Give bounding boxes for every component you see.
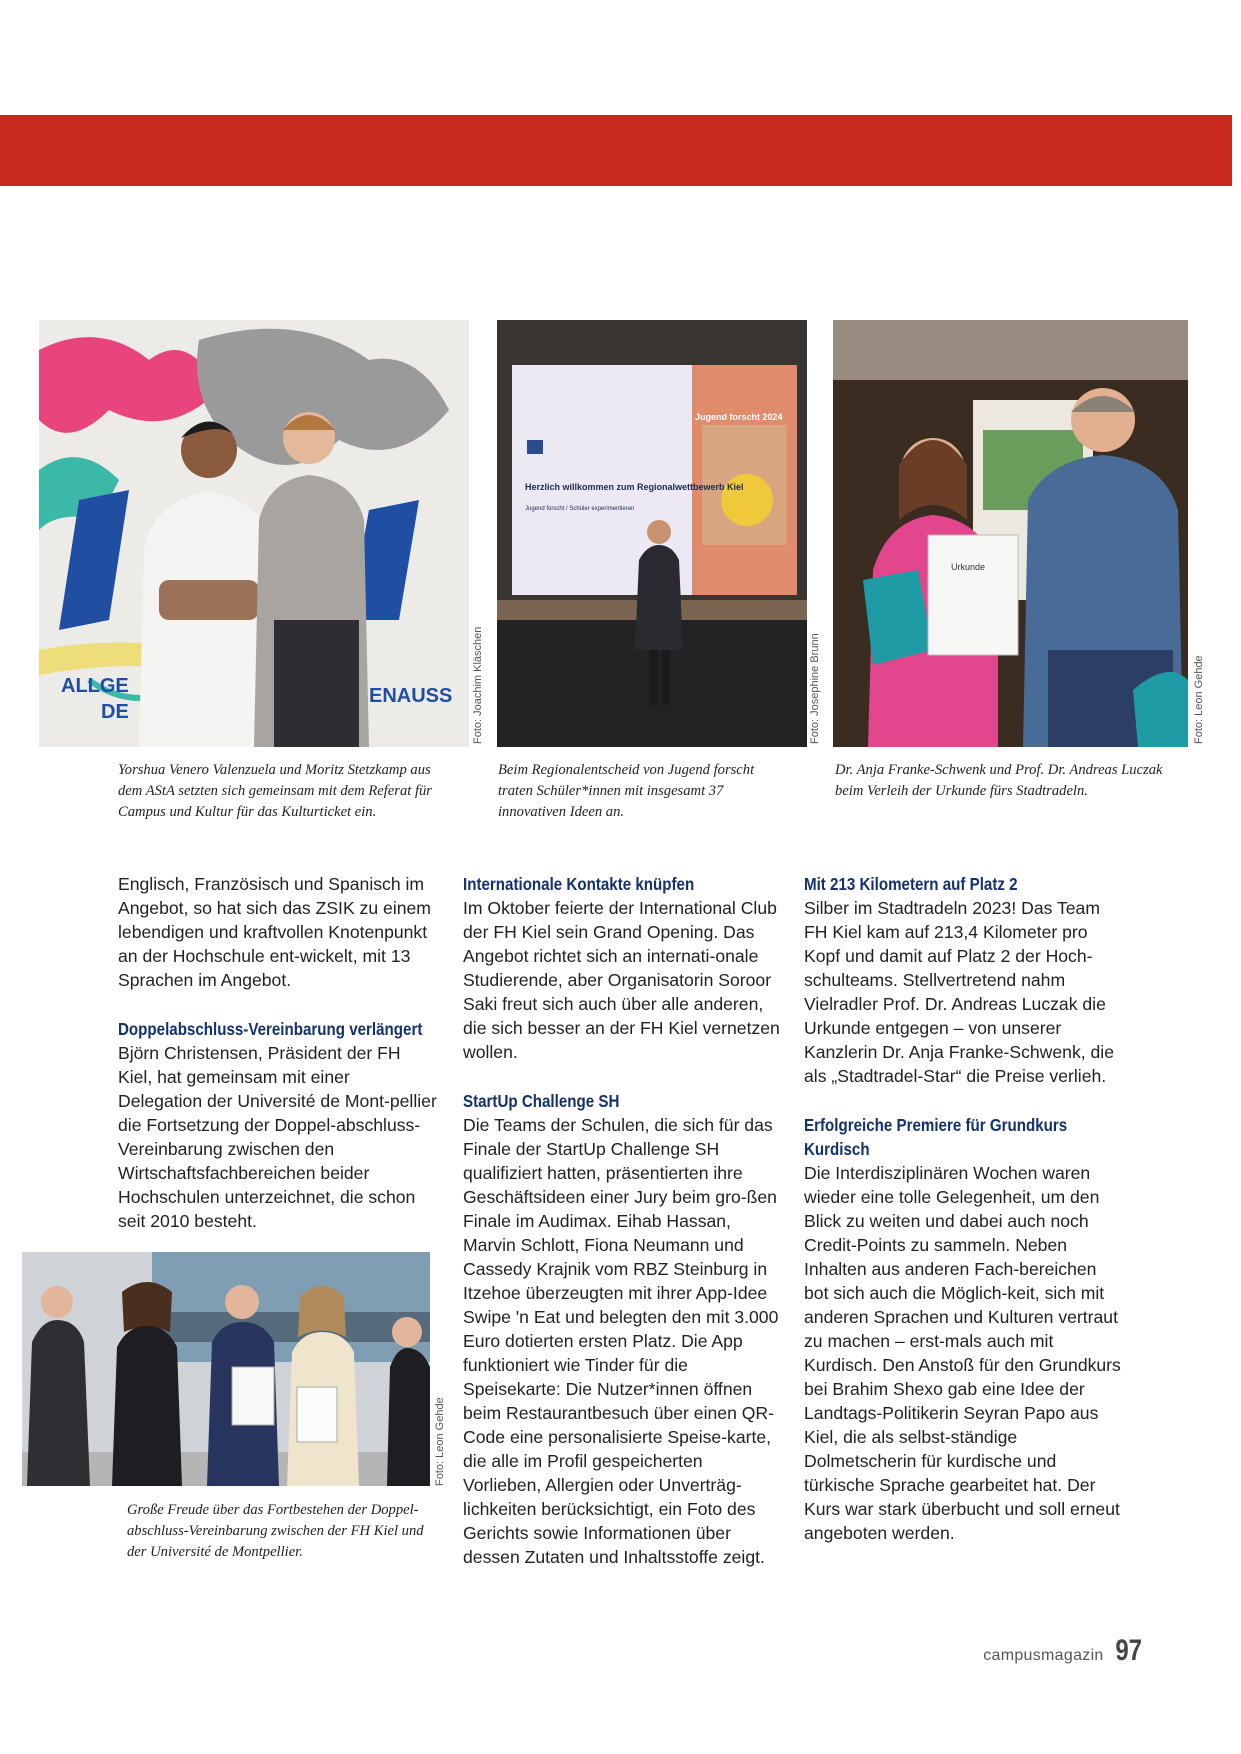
paragraph-stadtradeln: Silber im Stadtradeln 2023! Das Team FH Kiel kam auf 213,4 Kilometer pro Kopf und damit auf Platz 2 der Hoch-schulteams. Stellvertretend nahm Vielradler Prof. Dr. Andreas Luczak die Urkunde entgegen – von unserer Kanzlerin Dr. Anja Franke-Schwenk, die als „Stadtradel-Star“ die Preise verlieh. bbox=[804, 898, 1114, 1086]
page-number: 97 bbox=[1114, 1634, 1142, 1667]
magazine-name: campusmagazin bbox=[983, 1647, 1104, 1664]
photo-group bbox=[22, 1252, 430, 1486]
photo-stadtradeln bbox=[833, 320, 1188, 747]
wall-text-1: ALLGE bbox=[61, 675, 129, 697]
photo-jugend-forscht bbox=[497, 320, 807, 747]
heading-startup: StartUp Challenge SH bbox=[463, 1091, 620, 1111]
column-3 bbox=[804, 872, 1124, 1545]
photo-credit-jugend: Foto: Josephine Brunn bbox=[809, 633, 821, 744]
caption-group: Große Freude über das Fortbestehen der Doppel-abschluss-Vereinbarung zwischen der FH Kiel und der Université de Montpellier. bbox=[127, 1502, 424, 1560]
slide-title: Herzlich willkommen zum Regionalwettbewerb Kiel bbox=[525, 482, 744, 492]
photo-credit-group: Foto: Leon Gehde bbox=[434, 1397, 446, 1486]
caption-asta: Yorshua Venero Valenzuela und Moritz Stetzkamp aus dem AStA setzten sich gemeinsam mit dem Referat für Campus und Kultur für das Kulturticket ein. bbox=[118, 762, 432, 820]
paragraph-startup: Die Teams der Schulen, die sich für das Finale der StartUp Challenge SH qualifiziert hatten, präsentierten ihre Geschäftsideen einer Jury beim gro-ßen Finale im Audimax. Eihab Hassan, Marvin Schlott, Fiona Neumann und Cassedy Krajnik vom RBZ Steinburg in Itzehoe überzeugten mit ihrer App-Idee Swipe 'n Eat und belegten den mit 3.000 Euro dotierten ersten Platz. Die App funktioniert wie Tinder für die Speisekarte: Die Nutzer*innen öffnen beim Restaurantbesuch über einen QR-Code eine personalisierte Speise-karte, die alle im Profil gespeicherten Vorlieben, Allergien oder Unverträg-lichkeiten berücksichtigt, ein Foto des Gerichts sowie Informationen über dessen Zutaten und Inhaltsstoffe zeigt. bbox=[463, 1115, 779, 1567]
column-1 bbox=[118, 872, 438, 1233]
column-2 bbox=[463, 872, 781, 1569]
paragraph-international: Im Oktober feierte der International Club der FH Kiel sein Grand Opening. Das Angebot richtet sich an internati-onale Studierende, aber Organisatorin Soroor Saki freut sich auch über alle anderen, die sich besser an der FH Kiel vernetzen wollen. bbox=[463, 898, 780, 1062]
page-footer bbox=[983, 1634, 1145, 1668]
photo-credit-stadtradeln: Foto: Leon Gehde bbox=[1193, 655, 1205, 744]
heading-kurdisch: Erfolgreiche Premiere für Grundkurs Kurdisch bbox=[804, 1115, 1068, 1159]
heading-doppelabschluss: Doppelabschluss-Vereinbarung verlängert bbox=[118, 1019, 423, 1039]
wall-text-3: ENAUSS bbox=[369, 685, 453, 707]
photo-asta bbox=[39, 320, 469, 747]
slide-subtitle: Jugend forscht / Schüler experimentieren bbox=[525, 506, 635, 512]
photo-jugend-image bbox=[497, 320, 807, 747]
slide-brand: Jugend forscht 2024 bbox=[695, 412, 783, 422]
wall-text-4: DE bbox=[101, 701, 129, 723]
photo-group-image bbox=[22, 1252, 430, 1486]
caption-jugend: Beim Regionalentscheid von Jugend forscht traten Schüler*innen mit insgesamt 37 innovativen Ideen an. bbox=[498, 762, 755, 820]
paragraph-kurdisch: Die Interdisziplinären Wochen waren wieder eine tolle Gelegenheit, um den Blick zu weiten und dabei auch noch Credit-Points zu sammeln. Neben Inhalten aus anderen Fach-bereichen bot sich auch die Möglich-keit, sich mit anderen Sprachen und Kulturen vertraut zu machen – erst-mals auch mit Kurdisch. Den Anstoß für den Grundkurs bei Brahim Shexo gab eine Idee der Landtags-Politikerin Seyran Papo aus Kiel, die als selbst-ständige Dolmetscherin für kurdische und türkische Sprache gearbeitet hat. Der Kurs war stark überbucht und soll erneut angeboten werden. bbox=[804, 1163, 1121, 1543]
header-banner bbox=[0, 115, 1232, 186]
certificate-label: Urkunde bbox=[951, 562, 986, 572]
heading-international: Internationale Kontakte knüpfen bbox=[463, 874, 695, 894]
photo-credit-asta: Foto: Joachim Kläschen bbox=[472, 626, 484, 744]
intro-paragraph: Englisch, Französisch und Spanisch im Angebot, so hat sich das ZSIK zu einem lebendigen und kraftvollen Knotenpunkt an der Hochschule ent-wickelt, mit 13 Sprachen im Angebot. bbox=[118, 874, 431, 990]
caption-stadtradeln: Dr. Anja Franke-Schwenk und Prof. Dr. Andreas Luczak beim Verleih der Urkunde fürs Stadtradeln. bbox=[835, 762, 1163, 799]
photo-asta-image bbox=[39, 320, 469, 747]
heading-stadtradeln: Mit 213 Kilometern auf Platz 2 bbox=[804, 874, 1018, 894]
photo-stadtradeln-image bbox=[833, 320, 1188, 747]
paragraph-doppelabschluss: Björn Christensen, Präsident der FH Kiel, hat gemeinsam mit einer Delegation der Université de Mont-pellier die Fortsetzung der Doppel-abschluss-Vereinbarung zwischen den Wirtschaftsfachbereichen beider Hochschulen unterzeichnet, die schon seit 2010 besteht. bbox=[118, 1043, 437, 1231]
